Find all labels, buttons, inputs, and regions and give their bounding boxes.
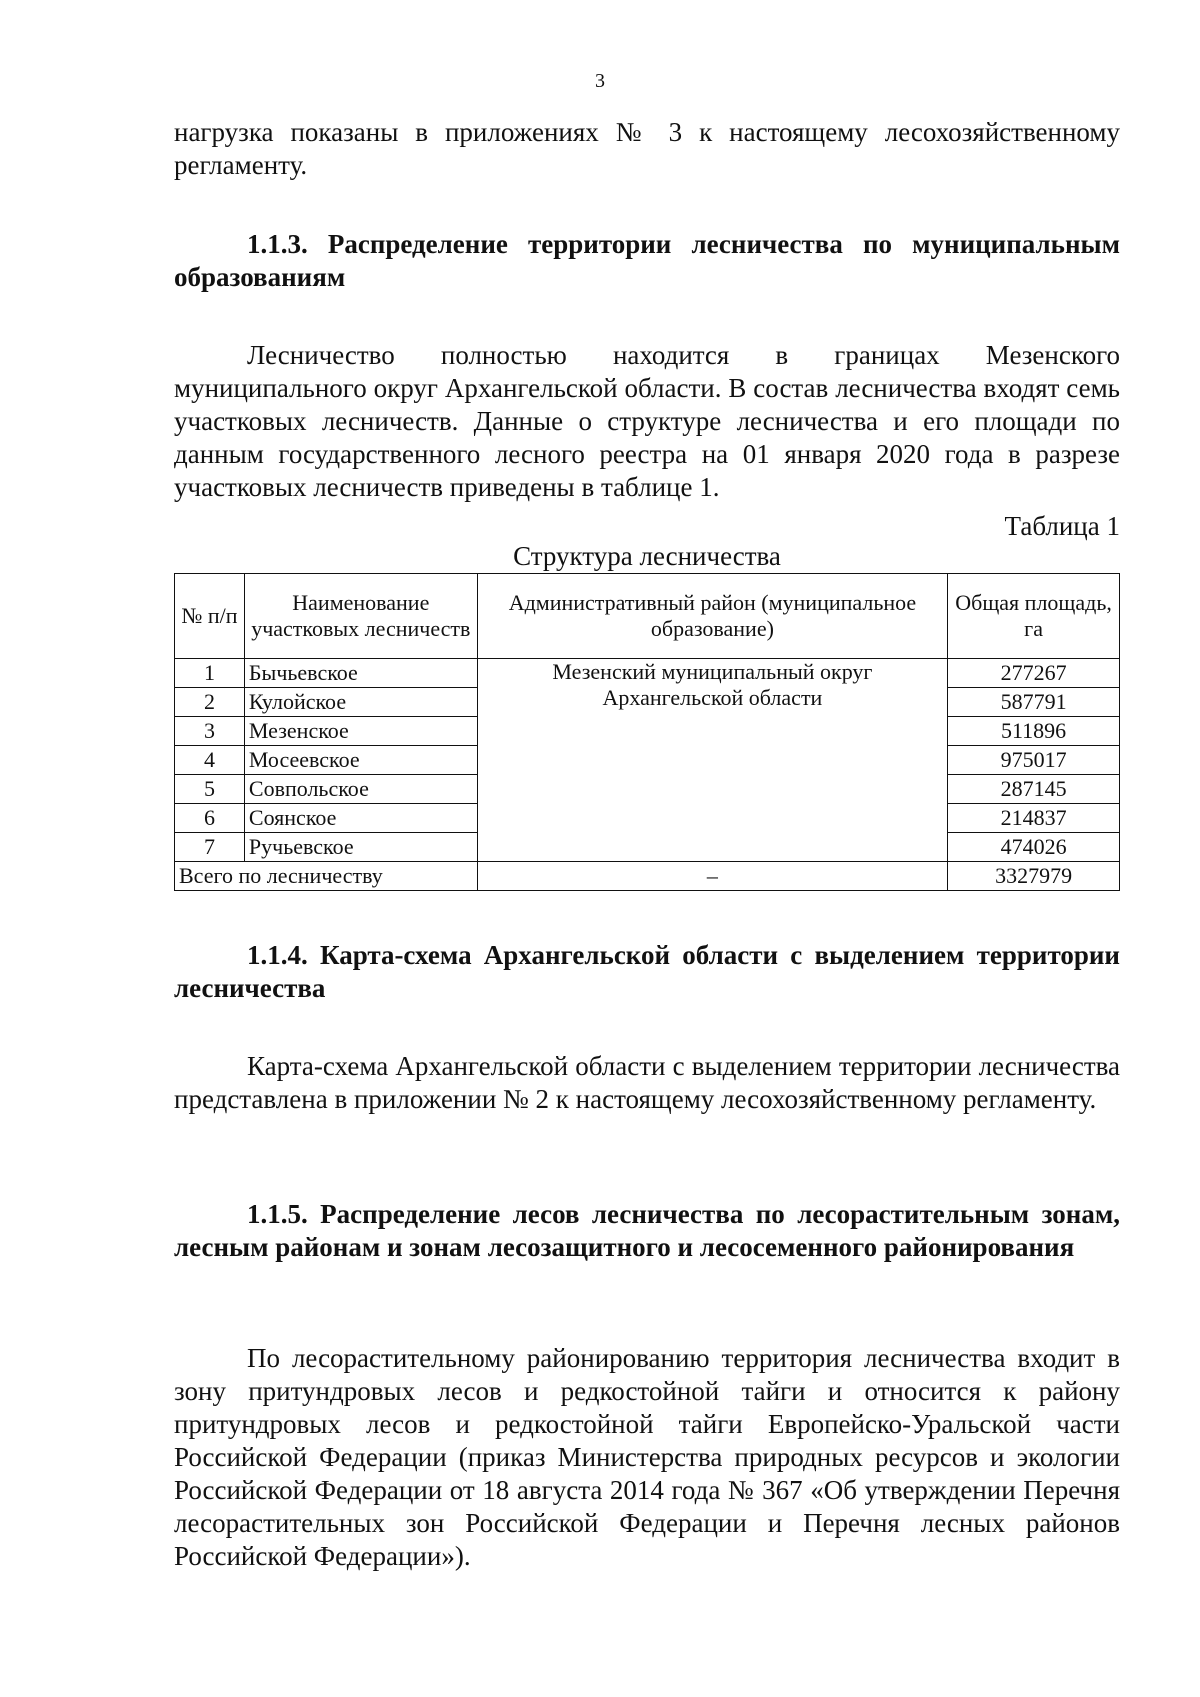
table-caption: Структура лесничества [513,541,781,571]
row-area: 587791 [948,688,1120,717]
page-number: 3 [595,70,605,92]
row-num: 6 [175,804,245,833]
table-total-row [175,862,1120,891]
row-area: 975017 [948,746,1120,775]
total-district: – [477,862,947,891]
row-area: 511896 [948,717,1120,746]
total-label: Всего по лесничеству [175,862,478,891]
row-name: Мосеевское [244,746,477,775]
row-num: 2 [175,688,245,717]
section-paragraph-1-1-5: По лесорастительному районированию территория лесничества входит в зону притундровых лесов и редкостойной тайги и относится к району притундровых лесов и редкостойной тайги Европейско-Уральской части Российской Федерации (приказ Министерства природных ресурсов и экологии Российской Федерации от 18 августа 2014 года № 367 «Об утверждении Перечня лесорастительных зон Российской Федерации и Перечня лесных районов Российской Федерации»). [174,1343,1120,1571]
section-heading-1-1-3: 1.1.3. Распределение территории лесничества по муниципальным образованиям [174,229,1120,292]
row-name: Мезенское [244,717,477,746]
row-area: 474026 [948,833,1120,862]
header-num: № п/п [175,574,245,659]
row-num: 1 [175,659,245,688]
row-name: Кулойское [244,688,477,717]
row-area: 287145 [948,775,1120,804]
row-name: Соянское [244,804,477,833]
header-district: Административный район (муниципальное образование) [477,574,947,659]
row-name: Совпольское [244,775,477,804]
row-area: 214837 [948,804,1120,833]
structure-table [174,573,1120,891]
row-num: 3 [175,717,245,746]
row-num: 4 [175,746,245,775]
row-num: 5 [175,775,245,804]
table-row [175,659,1120,688]
header-area: Общая площадь, га [948,574,1120,659]
district-cell: Мезенский муниципальный округ Архангельской области [477,659,947,862]
table-label: Таблица 1 [1004,511,1120,541]
section-heading-1-1-5: 1.1.5. Распределение лесов лесничества по лесорастительным зонам, лесным районам и зонам лесозащитного и лесосеменного районирования [174,1199,1120,1262]
section-heading-1-1-4: 1.1.4. Карта-схема Архангельской области с выделением территории лесничества [174,940,1120,1003]
section-paragraph-1-1-4: Карта-схема Архангельской области с выделением территории лесничества представлена в приложении № 2 к настоящему лесохозяйственному регламенту. [174,1051,1120,1114]
row-name: Ручьевское [244,833,477,862]
row-name: Бычьевское [244,659,477,688]
table-header-row [175,574,1120,659]
row-num: 7 [175,833,245,862]
intro-paragraph: нагрузка показаны в приложениях № 3 к настоящему лесохозяйственному регламенту. [174,117,1120,180]
header-name: Наименование участковых лесничеств [244,574,477,659]
row-area: 277267 [948,659,1120,688]
section-paragraph-1-1-3: Лесничество полностью находится в границах Мезенского муниципального округ Архангельской области. В состав лесничества входят семь участковых лесничеств. Данные о структуре лесничества и его площади по данным государственного лесного реестра на 01 января 2020 года в разрезе участковых лесничеств приведены в таблице 1. [174,340,1120,502]
total-area: 3327979 [948,862,1120,891]
